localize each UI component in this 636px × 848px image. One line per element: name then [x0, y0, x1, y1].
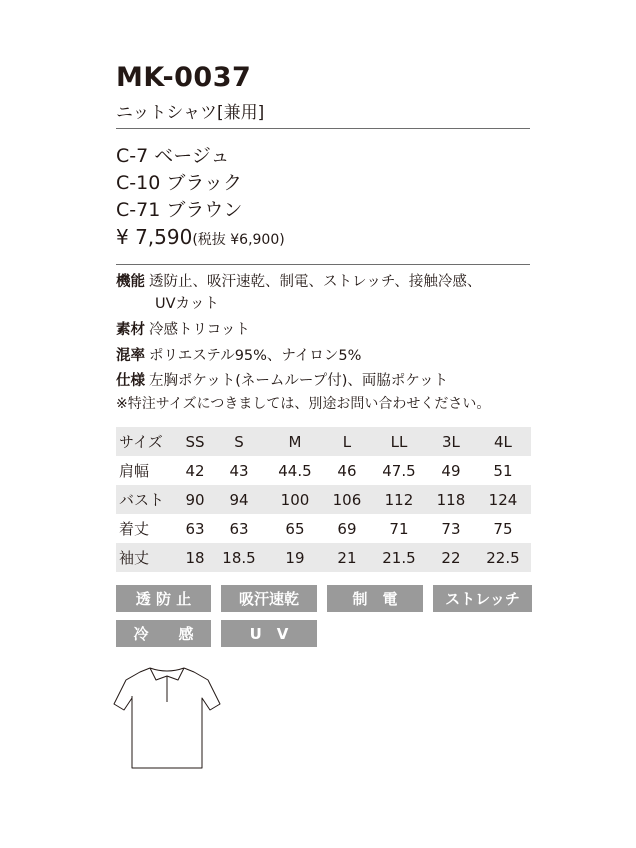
- color-option: C-7 ベージュ: [116, 145, 230, 167]
- table-cell: 49: [441, 461, 461, 480]
- size-header-cell: 4L: [475, 427, 531, 456]
- badge-row: [116, 585, 532, 612]
- divider: [116, 264, 530, 265]
- table-cell: 106: [323, 485, 371, 514]
- table-cell: 69: [337, 519, 357, 538]
- table-cell: 73: [441, 519, 461, 538]
- spec-label: 素材: [116, 322, 145, 338]
- badge-row: [116, 620, 532, 647]
- size-header-cell: L: [323, 427, 371, 456]
- table-cell: 21: [323, 543, 371, 572]
- spec-function-cont: UVカット: [155, 296, 219, 312]
- table-cell: 65: [285, 519, 305, 538]
- table-cell: 63: [229, 519, 249, 538]
- color-option: C-71 ブラウン: [116, 199, 243, 221]
- price-tax-note: (税抜 ¥6,900): [192, 232, 285, 248]
- table-cell: 43: [229, 461, 249, 480]
- spec-value: 透防止、吸汗速乾、制電、ストレッチ、接触冷感、: [149, 274, 482, 290]
- size-header-label: サイズ: [116, 427, 179, 456]
- size-header-cell: S: [211, 427, 267, 456]
- size-header-row: [116, 427, 531, 456]
- spec-value: ポリエステル95%、ナイロン5%: [149, 348, 362, 364]
- product-name: ニットシャツ[兼用]: [116, 103, 265, 123]
- table-cell: 22: [427, 543, 475, 572]
- badge-antistatic: 制 電: [327, 585, 423, 612]
- spec-label: 混率: [116, 348, 145, 364]
- table-cell: 71: [389, 519, 409, 538]
- shirt-illustration: [110, 660, 222, 772]
- divider: [116, 128, 530, 129]
- table-row: [116, 514, 531, 543]
- table-cell: 94: [211, 485, 267, 514]
- table-row: [116, 543, 531, 572]
- table-cell: 118: [427, 485, 475, 514]
- badge-anti-see-through: 透 防 止: [116, 585, 211, 612]
- table-cell: 47.5: [382, 461, 416, 480]
- model-number: MK-0037: [116, 62, 252, 93]
- table-cell: 42: [185, 461, 205, 480]
- size-header-cell: M: [267, 427, 323, 456]
- table-cell: 18.5: [211, 543, 267, 572]
- size-table: [116, 427, 531, 572]
- table-cell: 46: [337, 461, 357, 480]
- table-cell: 18: [179, 543, 211, 572]
- table-row: [116, 456, 531, 485]
- table-cell: 21.5: [371, 543, 427, 572]
- table-cell: 75: [493, 519, 513, 538]
- badge-sweat-absorbing: 吸汗速乾: [221, 585, 317, 612]
- price-main: ¥ 7,590: [116, 225, 193, 249]
- spec-label: 機能: [116, 274, 145, 290]
- spec-note: ※特注サイズにつきましては、別途お問い合わせください。: [116, 396, 491, 412]
- badge-stretch: ストレッチ: [433, 585, 532, 612]
- row-label: 肩幅: [119, 462, 150, 480]
- table-cell: 51: [493, 461, 513, 480]
- color-option: C-10 ブラック: [116, 172, 242, 194]
- size-header-cell: 3L: [427, 427, 475, 456]
- badge-cool-touch: 冷 感: [116, 620, 211, 647]
- spec-blend: [116, 345, 361, 367]
- row-label: 袖丈: [116, 543, 179, 572]
- table-cell: 100: [267, 485, 323, 514]
- spec-value: 左胸ポケット(ネームループ付)、両脇ポケット: [149, 373, 449, 389]
- price: [116, 225, 285, 249]
- table-cell: 90: [179, 485, 211, 514]
- spec-value: 冷感トリコット: [149, 322, 250, 338]
- spec-spec: [116, 370, 448, 392]
- table-cell: 22.5: [475, 543, 531, 572]
- table-row: [116, 485, 531, 514]
- badge-uv-cut: U V: [221, 620, 317, 647]
- spec-material: [116, 319, 250, 341]
- table-cell: 124: [475, 485, 531, 514]
- spec-function: [116, 271, 481, 293]
- table-cell: 44.5: [278, 461, 312, 480]
- spec-label: 仕様: [116, 373, 145, 389]
- row-label: バスト: [116, 485, 179, 514]
- table-cell: 112: [371, 485, 427, 514]
- size-header-cell: LL: [371, 427, 427, 456]
- row-label: 着丈: [119, 520, 150, 538]
- table-cell: 19: [267, 543, 323, 572]
- table-cell: 63: [185, 519, 205, 538]
- size-header-cell: SS: [179, 427, 211, 456]
